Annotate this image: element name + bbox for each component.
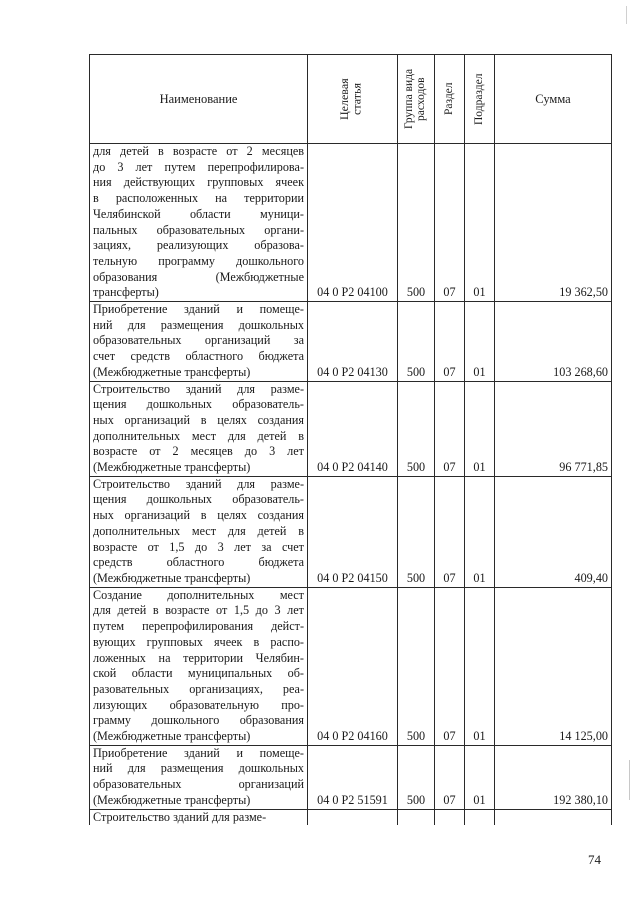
row-section: 07 [435, 381, 465, 476]
row-subsection: 01 [465, 381, 495, 476]
row-group: 500 [398, 302, 435, 382]
name-line: пальных образовательных органи- [93, 222, 304, 237]
header-section: Раздел [435, 55, 465, 144]
row-subsection: 01 [465, 745, 495, 809]
name-line: путем перепрофилирования дейст- [93, 619, 304, 634]
row-group: 500 [398, 144, 435, 302]
table-row [90, 745, 612, 809]
name-line: возрасте от 2 месяцев до 3 лет [93, 444, 304, 459]
name-line: возрасте от 1,5 до 3 лет за счет [93, 539, 304, 554]
row-section: 07 [435, 302, 465, 382]
scan-mark [629, 760, 630, 800]
name-line: для детей в возрасте от 1,5 до 3 лет [93, 603, 304, 618]
name-line: ний для размещения дошкольных [93, 761, 304, 776]
row-section: 07 [435, 144, 465, 302]
scan-mark [626, 6, 627, 24]
budget-table [89, 54, 612, 825]
row-target-code: 04 0 P2 04140 [308, 381, 398, 476]
row-name [90, 381, 308, 476]
table-body [90, 144, 612, 826]
name-line: до 3 лет путем перепрофилирова- [93, 159, 304, 174]
table-row [90, 381, 612, 476]
name-line: ний для размещения дошкольных [93, 317, 304, 332]
row-name [90, 809, 308, 825]
row-sum: 96 771,85 [495, 381, 612, 476]
row-sum: 192 380,10 [495, 745, 612, 809]
name-line: ложенных на территории Челябин- [93, 650, 304, 665]
table-row [90, 809, 612, 825]
name-line: ных организаций в целях создания [93, 508, 304, 523]
name-line: трансферты) [93, 285, 159, 300]
row-sum: 409,40 [495, 476, 612, 587]
row-name [90, 745, 308, 809]
row-name [90, 476, 308, 587]
row-subsection [465, 809, 495, 825]
table-row [90, 587, 612, 745]
name-line: (Межбюджетные трансферты) [93, 792, 251, 807]
name-line: ния действующих групповых ячеек [93, 175, 304, 190]
row-target-code: 04 0 P2 04130 [308, 302, 398, 382]
header-group: Группа вида расходов [398, 55, 435, 144]
name-line: (Межбюджетные трансферты) [93, 570, 251, 585]
row-target-code: 04 0 P2 04150 [308, 476, 398, 587]
row-group: 500 [398, 476, 435, 587]
name-line: для детей в возрасте от 2 месяцев [93, 144, 304, 158]
row-sum [495, 809, 612, 825]
row-target-code [308, 809, 398, 825]
header-subsection: Подраздел [465, 55, 495, 144]
name-line: лизующих образовательную про- [93, 697, 304, 712]
name-line: дополнительных мест для детей в [93, 523, 304, 538]
table-header-row [90, 55, 612, 144]
row-subsection: 01 [465, 302, 495, 382]
name-line: Строительство зданий для разме- [93, 381, 304, 396]
row-target-code: 04 0 P2 04100 [308, 144, 398, 302]
name-line: образования (Межбюджетные [93, 269, 304, 284]
row-subsection: 01 [465, 144, 495, 302]
table-row [90, 476, 612, 587]
row-subsection: 01 [465, 476, 495, 587]
row-section: 07 [435, 745, 465, 809]
row-section: 07 [435, 476, 465, 587]
name-line: образовательных организаций [93, 777, 304, 792]
name-line: Приобретение зданий и помеще- [93, 745, 304, 760]
row-section: 07 [435, 587, 465, 745]
name-line: счет средств областного бюджета [93, 349, 304, 364]
table-row [90, 144, 612, 302]
name-line: (Межбюджетные трансферты) [93, 729, 251, 744]
page-number: 74 [588, 852, 601, 867]
name-line: вующих групповых ячеек в распо- [93, 634, 304, 649]
name-line: средств областного бюджета [93, 555, 304, 570]
name-line: разовательных организациях, реа- [93, 681, 304, 696]
row-sum: 14 125,00 [495, 587, 612, 745]
header-sum: Сумма [495, 55, 612, 144]
row-group: 500 [398, 745, 435, 809]
name-line: (Межбюджетные трансферты) [93, 364, 251, 379]
name-line: (Межбюджетные трансферты) [93, 460, 251, 475]
row-sum: 19 362,50 [495, 144, 612, 302]
name-line: ных организаций в целях создания [93, 412, 304, 427]
name-line: зациях, реализующих образова- [93, 238, 304, 253]
header-name: Наименование [90, 55, 308, 144]
name-line: щения дошкольных образователь- [93, 397, 304, 412]
name-line: Строительство зданий для разме- [93, 476, 304, 491]
name-line: Челябинской области муници- [93, 206, 304, 221]
name-line: тельную программу дошкольного [93, 253, 304, 268]
name-line: Создание дополнительных мест [93, 587, 304, 602]
row-target-code: 04 0 P2 04160 [308, 587, 398, 745]
name-line: грамму дошкольного образования [93, 713, 304, 728]
name-line: щения дошкольных образователь- [93, 492, 304, 507]
name-line: дополнительных мест для детей в [93, 428, 304, 443]
row-group: 500 [398, 381, 435, 476]
row-target-code: 04 0 P2 51591 [308, 745, 398, 809]
name-line: ской области муниципальных об- [93, 666, 304, 681]
table-row [90, 302, 612, 382]
row-section [435, 809, 465, 825]
name-line: образовательных организаций за [93, 333, 304, 348]
row-name [90, 587, 308, 745]
row-name [90, 144, 308, 302]
row-subsection: 01 [465, 587, 495, 745]
name-line: в расположенных на территории [93, 191, 304, 206]
name-line: Приобретение зданий и помеще- [93, 302, 304, 317]
row-group [398, 809, 435, 825]
name-line: Строительство зданий для разме- [93, 809, 267, 824]
header-target: Целевая статья [308, 55, 398, 144]
row-sum: 103 268,60 [495, 302, 612, 382]
row-group: 500 [398, 587, 435, 745]
row-name [90, 302, 308, 382]
